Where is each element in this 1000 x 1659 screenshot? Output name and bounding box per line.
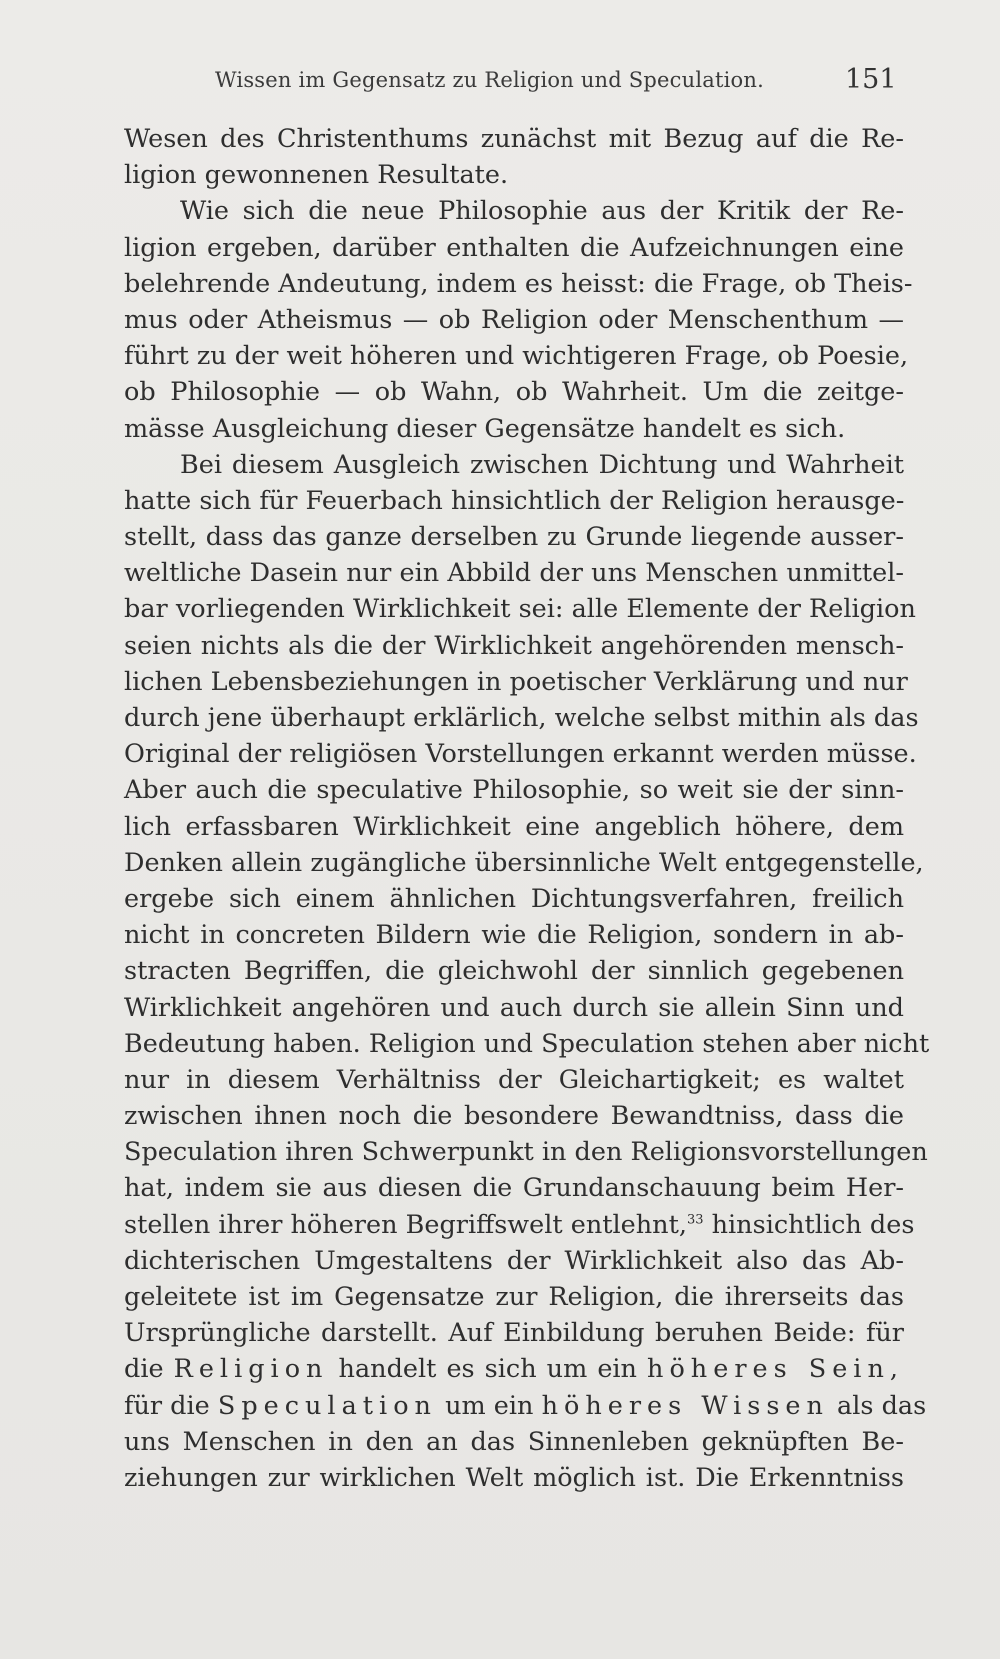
body-text [124,121,930,1496]
text-line: Speculation ihren Schwerpunkt in den Religionsvorstellungen [124,1137,928,1168]
text-line: Wirklichkeit angehören und auch durch sie allein Sinn und [124,992,904,1023]
text-line: Wesen des Christenthums zunächst mit Bezug auf die Re- [124,124,904,154]
text-line: bar vorliegenden Wirklichkeit sei: alle Elemente der Religion [124,594,916,625]
text-line [124,1207,915,1243]
text-line: seien nichts als die der Wirklichkeit angehörenden mensch- [124,630,904,661]
footnote-reference[interactable]: 33 [686,1212,704,1228]
text-segment: hinsichtlich des [703,1209,915,1240]
text-line: uns Menschen in den an das Sinnenleben geknüpften Be- [124,1426,904,1457]
text-line: lichen Lebensbeziehungen in poetischer Verklärung und nur [124,666,908,697]
text-line: hatte sich für Feuerbach hinsichtlich der Religion herausge- [124,485,905,516]
text-line: zwischen ihnen noch die besondere Bewandtniss, dass die [124,1101,904,1132]
text-segment: für die [124,1390,218,1421]
text-line: dichterischen Umgestaltens der Wirklichkeit also das Ab- [124,1245,904,1276]
text-line: stracten Begriffen, die gleichwohl der sinnlich gegebenen [124,956,904,987]
text-line: nur in diesem Verhältniss der Gleichartigkeit; es waltet [124,1064,904,1095]
text-line: ziehungen zur wirklichen Welt möglich ist. Die Erkenntniss [124,1462,904,1493]
page-number: 151 [845,64,897,95]
emphasis-hoeheres-wissen: höheres Wissen [541,1390,829,1421]
text-line: nicht in concreten Bildern wie die Religion, sondern in ab- [124,920,904,951]
text-line: mus oder Atheismus — ob Religion oder Menschenthum — [124,304,904,335]
text-line: ergebe sich einem ähnlichen Dichtungsverfahren, freilich [124,883,904,914]
text-line [124,1388,927,1424]
text-segment: als das [828,1390,927,1421]
text-line: lich erfassbaren Wirklichkeit eine angeblich höhere, dem [124,811,904,842]
text-line: hat, indem sie aus diesen die Grundanschauung beim Her- [124,1173,904,1204]
emphasis-speculation: Speculation [217,1390,437,1421]
text-segment: die [124,1354,174,1385]
running-title: Wissen im Gegensatz zu Religion und Speculation. [215,68,764,92]
text-segment: handelt es sich um ein [328,1354,648,1385]
text-line: durch jene überhaupt erklärlich, welche selbst mithin als das [124,703,919,733]
text-line: stellt, dass das ganze derselben zu Grunde liegende ausser- [124,522,904,553]
text-line: Bedeutung haben. Religion und Speculation stehen aber nicht [124,1028,930,1059]
text-line: geleitete ist im Gegensatze zur Religion, die ihrerseits das [124,1282,904,1312]
text-line: führt zu der weit höheren und wichtigeren Frage, ob Poesie, [124,341,909,372]
emphasis-hoeheres-sein: höheres Sein, [647,1354,904,1385]
text-line: mässe Ausgleichung dieser Gegensätze handelt es sich. [124,413,846,444]
text-line: Original der religiösen Vorstellungen erkannt werden müsse. [124,739,917,770]
emphasis-religion: Religion [173,1354,329,1385]
text-line: Aber auch die speculative Philosophie, so weit sie der sinn- [124,775,904,806]
text-line: Denken allein zugängliche übersinnliche Welt entgegenstelle, [124,847,924,878]
text-line [124,1351,904,1387]
running-head [0,62,1000,98]
text-segment: stellen ihrer höheren Begriffswelt entlehnt, [124,1209,687,1240]
text-line: belehrende Andeutung, indem es heisst: die Frage, ob Theis- [124,268,913,299]
text-line: Ursprüngliche darstellt. Auf Einbildung beruhen Beide: für [124,1318,904,1349]
text-line: Wie sich die neue Philosophie aus der Kritik der Re- [180,196,904,227]
text-line: ligion ergeben, darüber enthalten die Aufzeichnungen eine [124,232,904,263]
text-line: ligion gewonnenen Resultate. [124,160,509,191]
text-line: weltliche Dasein nur ein Abbild der uns Menschen unmittel- [124,558,904,589]
text-segment: um ein [436,1390,542,1421]
text-line: ob Philosophie — ob Wahn, ob Wahrheit. Um die zeitge- [124,377,904,408]
text-line: Bei diesem Ausgleich zwischen Dichtung und Wahrheit [180,449,904,480]
